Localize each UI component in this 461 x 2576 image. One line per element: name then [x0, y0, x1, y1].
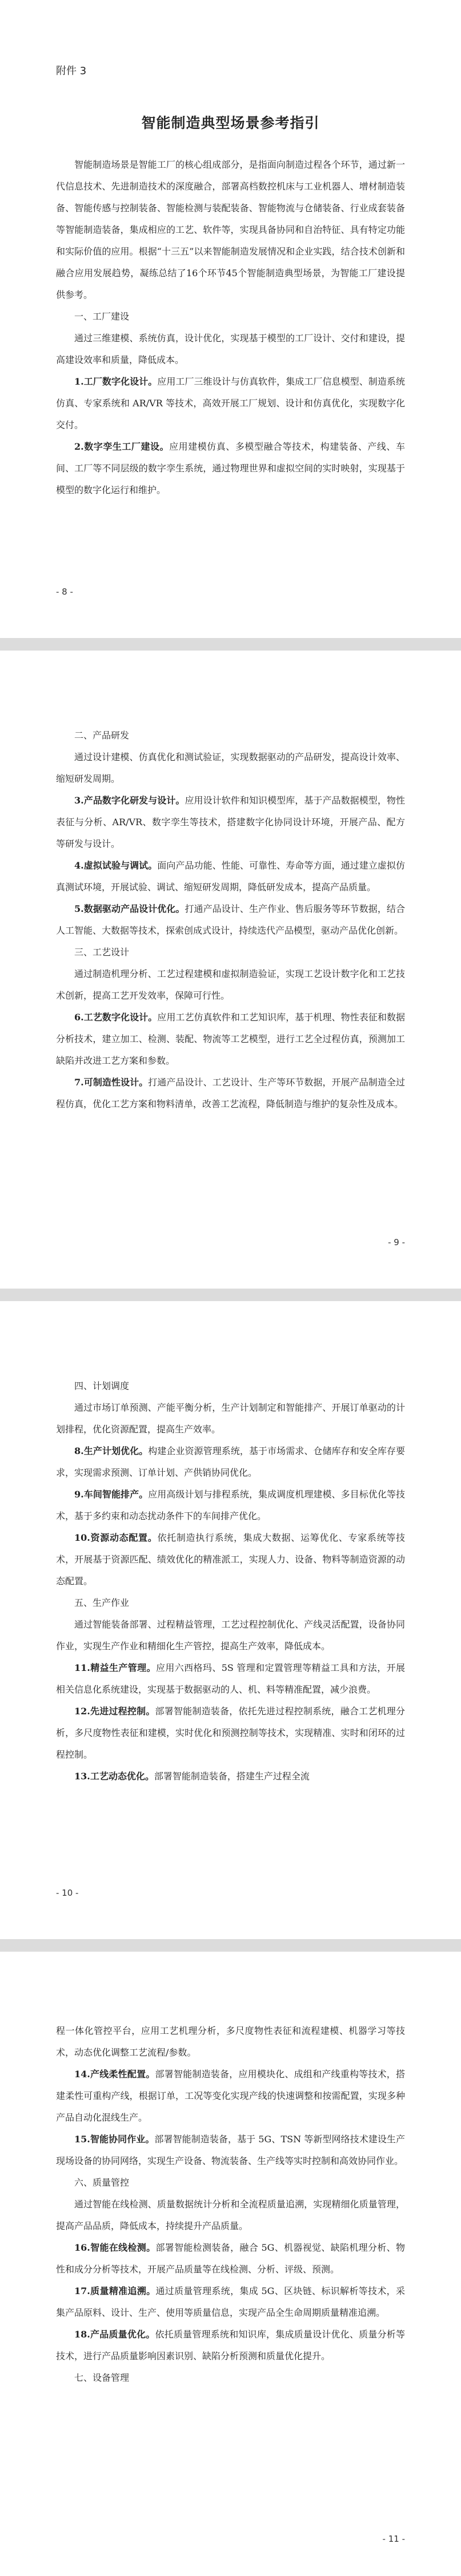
scenario-item	[56, 2237, 405, 2280]
document-page-1	[0, 0, 461, 638]
scenario-item	[56, 2280, 405, 2324]
section-heading: 一、工厂建设	[74, 311, 130, 322]
scenario-title: 1.工厂数字化设计。	[74, 376, 158, 387]
scenario-item	[56, 1440, 405, 1484]
page-number: - 11 -	[382, 2534, 405, 2544]
scenario-body: 依托质量管理系统和知识库，集成质量设计优化、质量分析等技术，进行产品质量影响因素识别、缺陷分析预测和质量优化提升。	[56, 2329, 405, 2361]
scenario-item	[56, 790, 405, 855]
section-intro: 通过智能在线检测、质量数据统计分析和全流程质量追溯，实现精细化质量管理，提高产品品质，降低成本，持续提升产品质量。	[56, 2199, 405, 2231]
page-content	[56, 2020, 405, 2389]
scenario-title: 7.可制造性设计。	[74, 1077, 149, 1088]
scenario-item	[56, 371, 405, 436]
page-number: - 8 -	[56, 587, 73, 597]
scenario-item	[56, 855, 405, 898]
page-number: - 10 -	[56, 1888, 79, 1898]
section-intro: 通过智能装备部署、过程精益管理，工艺过程控制优化、产线灵活配置，设备协同作业，实现生产作业和精细化生产管控，提高生产效率，降低成本。	[56, 1619, 405, 1652]
scenario-item	[56, 1527, 405, 1592]
page-content	[56, 725, 405, 1115]
scenario-item	[56, 1657, 405, 1701]
scenario-title: 2.数字孪生工厂建设。	[74, 441, 170, 452]
scenario-body: 应用工厂三维设计与仿真软件，集成工厂信息模型、制造系统仿真、专家系统和 AR/VR 等技术，高效开展工厂规划、设计和仿真优化，实现数字化交付。	[56, 376, 405, 430]
scenario-item	[56, 898, 405, 942]
document-title: 智能制造典型场景参考指引	[141, 115, 320, 131]
scenario-body: 打通产品设计、生产作业、售后服务等环节数据，结合人工智能、大数据等技术，探索创成式设计，持续迭代产品模型，驱动产品优化创新。	[56, 903, 405, 936]
section-intro: 通过设计建模、仿真优化和测试验证，实现数据驱动的产品研发，提高设计效率、缩短研发周期。	[56, 752, 405, 784]
scenario-title: 3.产品数字化研发与设计。	[74, 795, 185, 806]
scenario-title: 12.先进过程控制。	[74, 1706, 155, 1717]
document-page-4	[0, 1952, 461, 2576]
scenario-title: 17.质量精准追溯。	[74, 2286, 156, 2296]
continued-paragraph: 程一体化管控平台，应用工艺机理分析，多尺度物性表征和流程建模、机器学习等技术，动态优化调整工艺流程/参数。	[56, 2025, 405, 2058]
scenario-item	[56, 1072, 405, 1115]
scenario-body: 面向产品功能、性能、可靠性、寿命等方面，通过建立虚拟仿真测试环境，开展试验、调试、缩短研发周期，降低研发成本，提高产品质量。	[56, 860, 405, 893]
section-intro: 通过三维建模、系统仿真，设计优化，实现基于模型的工厂设计、交付和建设，提高建设效率和质量，降低成本。	[56, 333, 405, 365]
scenario-item	[56, 2324, 405, 2367]
scenario-title: 15.智能协同作业。	[74, 2134, 155, 2145]
scenario-item	[56, 2064, 405, 2129]
scenario-body: 应用设计软件和知识模型库，基于产品数据模型，物性表征与分析、AR/VR、数字孪生等技术，搭建数字化协同设计环境，开展产品、配方等研发与设计。	[56, 795, 405, 849]
scenario-title: 4.虚拟试验与调试。	[74, 860, 158, 871]
section-intro: 通过制造机理分析、工艺过程建模和虚拟制造验证，实现工艺设计数字化和工艺技术创新，提高工艺开发效率，保障可行性。	[56, 968, 405, 1001]
scenario-body: 部署智能检测装备，融合 5G、机器视觉、缺陷机理分析、物性和成分分析等技术，开展产品质量等在线检测、分析、评级、预测。	[56, 2242, 405, 2275]
scenario-body: 部署智能制造装备，依托先进过程控制系统，融合工艺机理分析，多尺度物性表征和建模，实时优化和预测控制等技术，实现精准、实时和闭环的过程控制。	[56, 1706, 405, 1760]
section-heading: 七、设备管理	[74, 2372, 130, 2383]
scenario-item	[56, 436, 405, 501]
scenario-body: 构建企业资源管理系统，基于市场需求、仓储库存和安全库存要求，实现需求预测、订单计划、产供销协同优化。	[56, 1446, 405, 1478]
scenario-title: 14.产线柔性配置。	[74, 2069, 155, 2080]
section-heading: 五、生产作业	[74, 1597, 130, 1608]
page-content	[56, 154, 405, 501]
section-heading: 三、工艺设计	[74, 947, 130, 958]
scenario-title: 18.产品质量优化。	[74, 2329, 155, 2340]
section-heading: 六、质量管控	[74, 2177, 130, 2188]
annex-label: 附件 3	[56, 65, 87, 77]
section-heading: 二、产品研发	[74, 730, 130, 741]
scenario-item	[56, 1484, 405, 1527]
document-page-3	[0, 1301, 461, 1939]
scenario-title: 16.智能在线检测。	[74, 2242, 156, 2253]
scenario-item	[56, 1007, 405, 1072]
scenario-body: 应用六西格玛、5S 管理和定置管理等精益工具和方法，开展相关信息化系统建设，实现基于数据驱动的人、机、料等精准配置，减少浪费。	[56, 1662, 405, 1695]
scenario-body: 打通产品设计、工艺设计、生产等环节数据，开展产品制造全过程仿真，优化工艺方案和物料清单，改善工艺流程，降低制造与维护的复杂性及成本。	[56, 1077, 405, 1109]
page-number: - 9 -	[388, 1237, 405, 1247]
scenario-title: 13.工艺动态优化。	[74, 1771, 154, 1782]
scenario-title: 5.数据驱动产品设计优化。	[74, 903, 185, 914]
section-intro: 通过市场订单预测、产能平衡分析，生产计划制定和智能排产、开展订单驱动的计划排程，优化资源配置，提高生产效率。	[56, 1402, 405, 1435]
scenario-title: 8.生产计划优化。	[74, 1446, 149, 1456]
page-content	[56, 1375, 405, 1787]
scenario-item	[56, 2129, 405, 2172]
scenario-title: 9.车间智能排产。	[74, 1489, 149, 1500]
scenario-body: 应用工艺仿真软件和工艺知识库，基于机理、物性表征和数据分析技术，建立加工、检测、装配、物流等工艺模型，进行工艺全过程仿真，预测加工缺陷并改进工艺方案和参数。	[56, 1012, 405, 1066]
intro-paragraph: 智能制造场景是智能工厂的核心组成部分，是指面向制造过程各个环节，通过新一代信息技术、先进制造技术的深度融合，部署高档数控机床与工业机器人、增材制造装备、智能传感与控制装备、智能检测与装配装备、智能物流与仓储装备、行业成套装备等智能制造装备，集成相应的工艺、软件等，实现具备协同和自治特征、具有特定功能和实际价值的应用。根据“十三五”以来智能制造发展情况和企业实践，结合技术创新和融合应用发展趋势，凝练总结了16个环节45个智能制造典型场景，为智能工厂建设提供参考。	[56, 159, 405, 300]
scenario-body: 部署智能制造装备，搭建生产过程全流	[154, 1771, 310, 1782]
scenario-body: 依托制造执行系统，集成大数据、运筹优化、专家系统等技术，开展基于资源匹配、绩效优化的精准派工，实现人力、设备、物料等制造资源的动态配置。	[56, 1532, 405, 1586]
scenario-title: 11.精益生产管理。	[74, 1662, 156, 1673]
scenario-body: 应用建模仿真、多模型融合等技术，构建装备、产线、车间、工厂等不同层级的数字孪生系统，通过物理世界和虚拟空间的实时映射，实现基于模型的数字化运行和维护。	[56, 441, 405, 495]
document-page-2	[0, 651, 461, 1289]
scenario-title: 10.资源动态配置。	[74, 1532, 158, 1543]
scenario-body: 部署智能制造装备，基于 5G、TSN 等新型网络技术建设生产现场设备的协同网络，实现生产设备、物流装备、生产线等实时控制和高效协同作业。	[56, 2134, 405, 2166]
scenario-item	[56, 1766, 405, 1787]
scenario-body: 通过质量管理系统，集成 5G、区块链、标识解析等技术，采集产品原料、设计、生产、使用等质量信息，实现产品全生命周期质量精准追溯。	[56, 2286, 405, 2318]
scenario-body: 应用高级计划与排程系统，集成调度机理建模、多目标优化等技术，基于多约束和动态扰动条件下的车间排产优化。	[56, 1489, 405, 1521]
scenario-body: 部署智能制造装备，应用模块化、成组和产线重构等技术，搭建柔性可重构产线，根据订单，工况等变化实现产线的快速调整和按需配置，实现多种产品自动化混线生产。	[56, 2069, 405, 2123]
scenario-item	[56, 1701, 405, 1766]
scenario-title: 6.工艺数字化设计。	[74, 1012, 158, 1023]
section-heading: 四、计划调度	[74, 1380, 130, 1391]
